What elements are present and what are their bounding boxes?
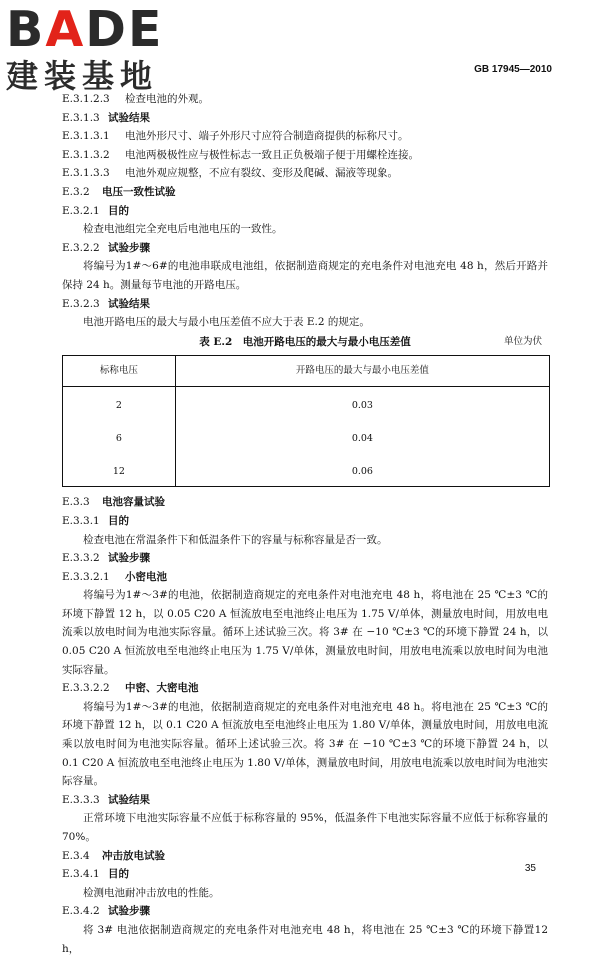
clause-heading: E.3.3.2.2 中密、大密电池 [62, 682, 199, 695]
paragraph: 将 3# 电池依据制造商规定的充电条件对电池充电 48 h，将电池在 25 ℃±3 ℃的环境下静置12 h， [62, 923, 548, 955]
clause-heading: E.3.2.1 目的 [62, 204, 129, 217]
page-number: 35 [524, 863, 536, 874]
table-cell: 0.06 [175, 453, 549, 487]
table-row [63, 453, 550, 487]
paragraph: 检测电池耐冲击放电的性能。 [83, 886, 220, 899]
paragraph: 检查电池组完全充电后电池电压的一致性。 [83, 223, 283, 236]
clause-heading: E.3.1.3.2 电池两极极性应与极性标志一致且正负极端子便于用螺栓连接。 [62, 148, 419, 161]
table-title: 表 E.2 电池开路电压的最大与最小电压差值 单位为伏 [62, 333, 548, 352]
paragraph: 将编号为1#～3#的电池，依据制造商规定的充电条件对电池充电 48 h，将电池在 25 ℃±3 ℃的环境下静置 12 h，以 0.05 C20 A 恒流放电至电池终止电压为 1.75 V/单体，测量放电时间，用放电电流乘以放电时间为电池实际容量。循环上述试验三次。将 3# 在 −10 ℃±3 ℃的环境下静置 24 h，以 0.05 C20 A 恒流放电至电池终止电压为 1.75 V/单体，测量放电时间，用放电电流乘以放电时间为电池实际容量。 [62, 589, 548, 676]
table-row [63, 420, 550, 453]
section-heading: E.3.2 电压一致性试验 [62, 185, 176, 198]
clause-heading: E.3.4.2 试验步骤 [62, 905, 150, 918]
clause-heading: E.3.3.2 试验步骤 [62, 552, 150, 565]
table-cell: 0.03 [175, 387, 549, 421]
clause-heading: E.3.3.2.1 小密电池 [62, 570, 167, 583]
clause-heading: E.3.3.3 试验结果 [62, 793, 150, 806]
clause-heading: E.3.1.2.3 检查电池的外观。 [62, 93, 209, 105]
column-header: 标称电压 [63, 356, 176, 387]
clause-heading: E.3.1.3.3 电池外观应规整，不应有裂纹、变形及爬碱、漏液等现象。 [62, 167, 398, 180]
publisher-logo [6, 1, 178, 95]
clause-heading: E.3.2.2 试验步骤 [62, 241, 150, 254]
table-cell: 2 [63, 387, 176, 421]
table-cell: 12 [63, 453, 176, 487]
clause-heading: E.3.1.3 试验结果 [62, 111, 150, 124]
clause-heading: E.3.3.1 目的 [62, 514, 129, 527]
logo-wordmark: BADE [6, 1, 164, 58]
table-unit: 单位为伏 [503, 335, 542, 347]
paragraph: 电池开路电压的最大与最小电压差值不应大于表 E.2 的规定。 [83, 316, 370, 329]
paragraph: 检查电池在常温条件下和低温条件下的容量与标称容量是否一致。 [83, 533, 388, 546]
document-body [62, 90, 548, 958]
section-heading: E.3.4 冲击放电试验 [62, 849, 165, 862]
voltage-difference-table [62, 355, 550, 487]
table-cell: 6 [63, 420, 176, 453]
clause-heading: E.3.2.3 试验结果 [62, 297, 150, 310]
clause-heading: E.3.1.3.1 电池外形尺寸、端子外形尺寸应符合制造商提供的标称尺寸。 [62, 130, 409, 143]
standard-number: GB 17945—2010 [474, 64, 552, 75]
section-heading: E.3.3 电池容量试验 [62, 496, 165, 509]
table-cell: 0.04 [175, 420, 549, 453]
table-header-row [63, 356, 550, 387]
logo-subtitle: 建装基地 [6, 57, 159, 95]
table-row [63, 387, 550, 421]
column-header: 开路电压的最大与最小电压差值 [175, 356, 549, 387]
paragraph: 将编号为1#～3#的电池，依据制造商规定的充电条件对电池充电 48 h。将电池在 25 ℃±3 ℃的环境下静置 12 h，以 0.1 C20 A 恒流放电至电池终止电压为 1.80 V/单体，测量放电时间，用放电电流乘以放电时间为电池实际容量。循环上述试验三次。将 3# 在 −10 ℃±3 ℃的环境下静置 24 h，以 0.1 C20 A 恒流放电至电池终止电压为 1.80 V/单体，测量放电时间，用放电电流乘以放电时间为电池实际容量。 [62, 700, 548, 788]
paragraph: 将编号为1#～6#的电池串联成电池组，依据制造商规定的充电条件对电池充电 48 h，然后开路并保持 24 h。测量每节电池的开路电压。 [62, 260, 548, 291]
paragraph: 正常环境下电池实际容量不应低于标称容量的 95%，低温条件下电池实际容量不应低于标称容量的 70%。 [62, 812, 548, 843]
clause-heading: E.3.4.1 目的 [62, 868, 129, 881]
